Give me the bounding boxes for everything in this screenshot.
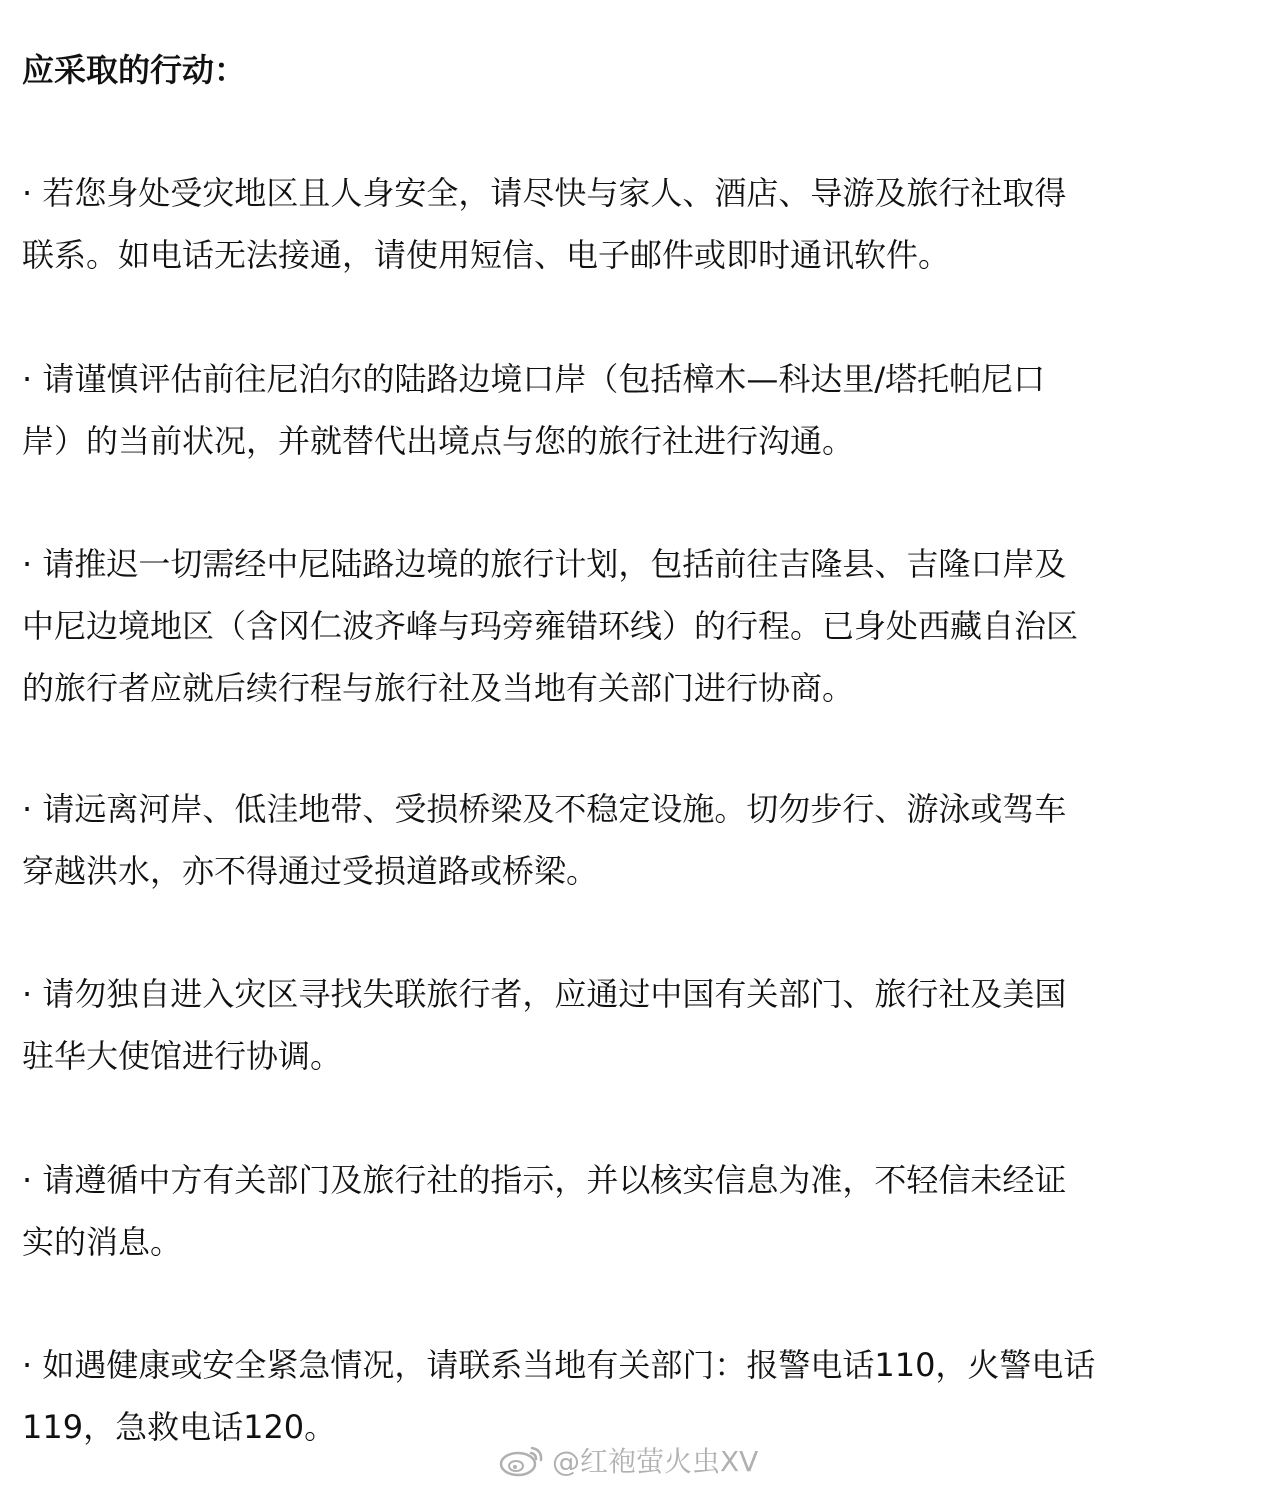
paragraph-1 — [22, 162, 1267, 286]
paragraph-3 — [22, 533, 1267, 719]
paragraph-line: 穿越洪水，亦不得通过受损道路或桥梁。 — [22, 852, 599, 890]
paragraph-6 — [22, 1149, 1267, 1273]
paragraph-line: 中尼边境地区（含冈仁波齐峰与玛旁雍错环线）的行程。已身处西藏自治区 — [22, 607, 1079, 645]
paragraph-line: · 请谨慎评估前往尼泊尔的陆路边境口岸（包括樟木—科达里/塔托帕尼口 — [22, 360, 1046, 398]
paragraph-2 — [22, 348, 1267, 472]
paragraph-line: 119，急救电话120。 — [22, 1408, 337, 1446]
paragraph-4 — [22, 778, 1267, 902]
section-heading: 应采取的行动： — [22, 51, 247, 89]
paragraph-line: · 请推迟一切需经中尼陆路边境的旅行计划，包括前往吉隆县、吉隆口岸及 — [22, 545, 1067, 583]
paragraph-line: 实的消息。 — [22, 1223, 183, 1261]
paragraph-line: · 请远离河岸、低洼地带、受损桥梁及不稳定设施。切勿步行、游泳或驾车 — [22, 790, 1067, 828]
paragraph-5 — [22, 963, 1267, 1087]
paragraph-line: · 若您身处受灾地区且人身安全，请尽快与家人、酒店、导游及旅行社取得 — [22, 174, 1067, 212]
paragraph-line: 岸）的当前状况，并就替代出境点与您的旅行社进行沟通。 — [22, 422, 855, 460]
paragraph-line: · 如遇健康或安全紧急情况，请联系当地有关部门：报警电话110，火警电话 — [22, 1346, 1096, 1384]
weibo-logo-icon — [498, 1442, 546, 1478]
paragraph-line: 联系。如电话无法接通，请使用短信、电子邮件或即时通讯软件。 — [22, 236, 951, 274]
paragraph-line: 的旅行者应就后续行程与旅行社及当地有关部门进行协商。 — [22, 669, 855, 707]
paragraph-line: 驻华大使馆进行协调。 — [22, 1037, 343, 1075]
watermark-text: @红袍萤火虫XV — [552, 1445, 759, 1478]
weibo-watermark — [498, 1438, 758, 1482]
paragraph-line: · 请勿独自进入灾区寻找失联旅行者，应通过中国有关部门、旅行社及美国 — [22, 975, 1067, 1013]
paragraph-line: · 请遵循中方有关部门及旅行社的指示，并以核实信息为准，不轻信未经证 — [22, 1161, 1067, 1199]
